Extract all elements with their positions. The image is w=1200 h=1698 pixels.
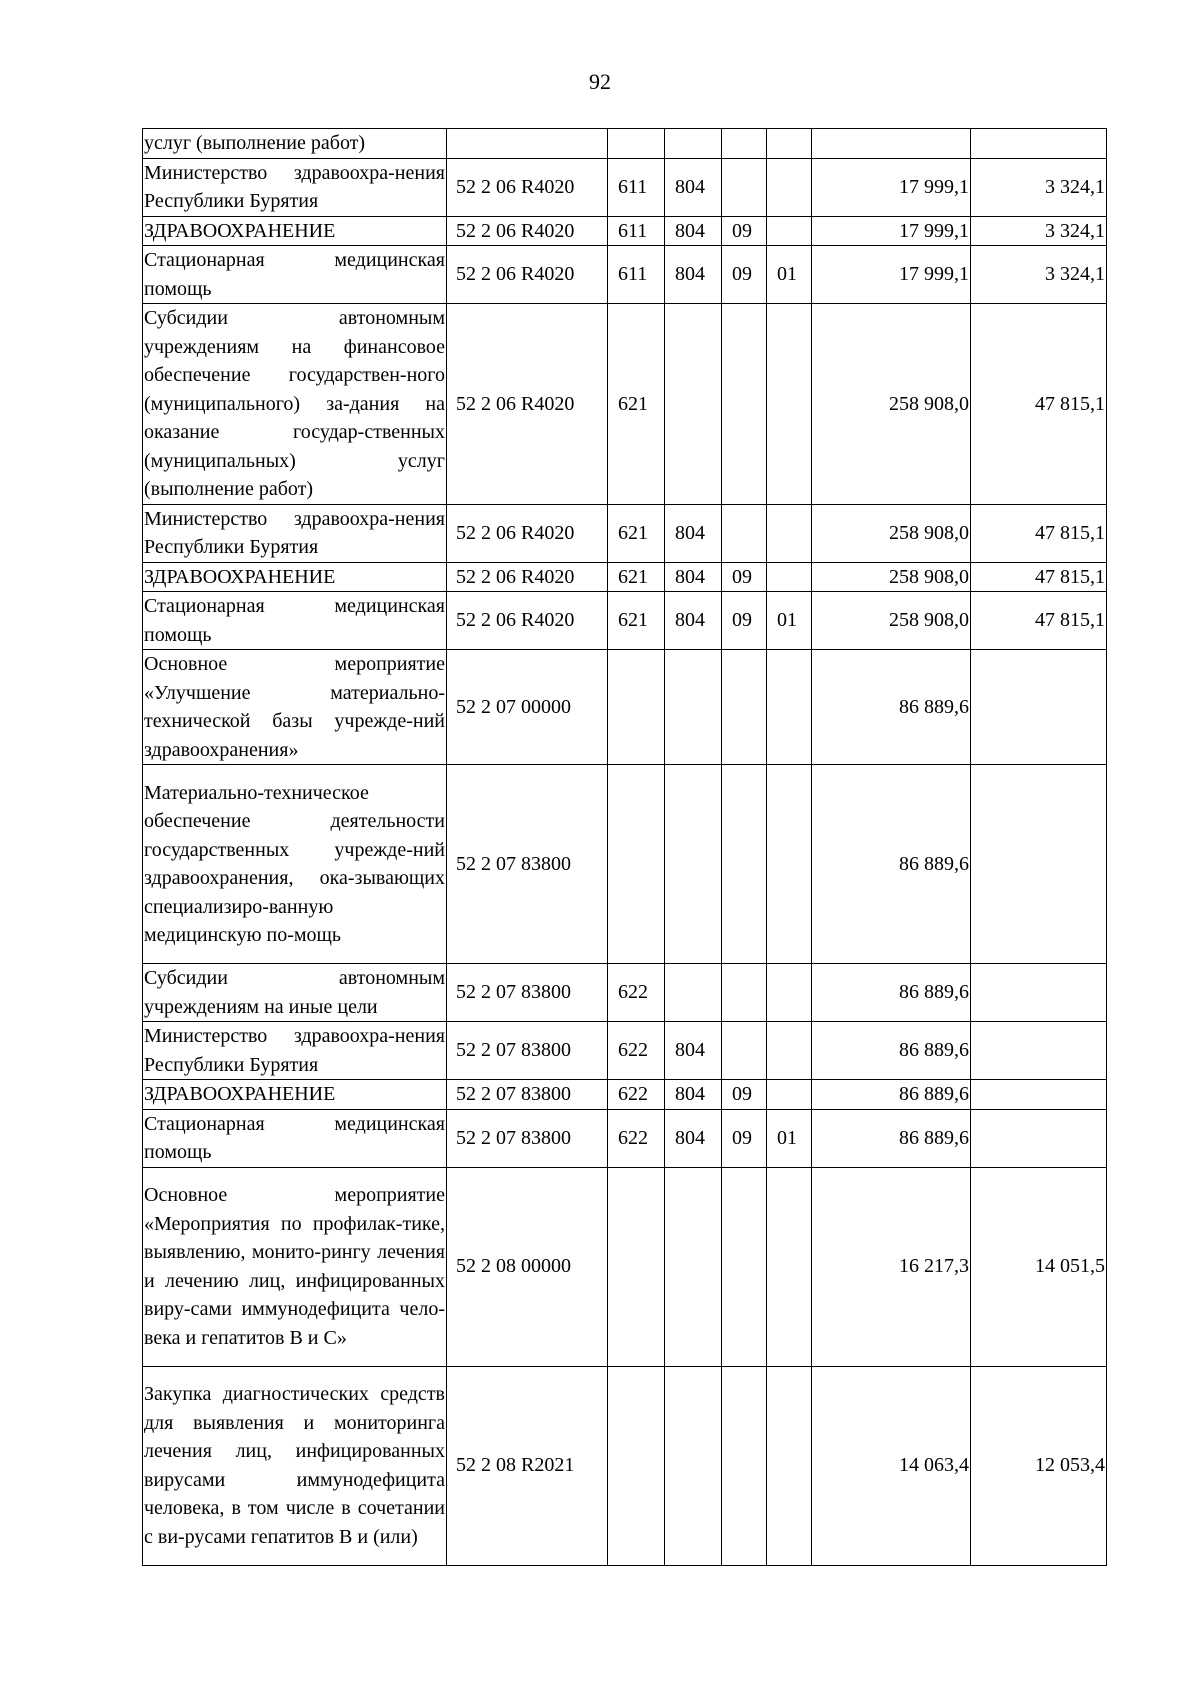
row-vr: 621 [608,562,665,592]
row-pr [767,650,812,765]
row-pr: 01 [767,246,812,304]
row-name: Основное мероприятие «Мероприятия по профилак-тике, выявлению, монито-рингу лечения и лечению лиц, инфицированных виру-сами иммунодефицита чело-века и гепатитов B и C» [143,1167,447,1366]
row-rz: 09 [722,216,767,246]
table-row [143,158,1107,216]
row-vr [608,129,665,159]
row-pr [767,964,812,1022]
row-ved: 804 [665,562,722,592]
row-rz: 09 [722,562,767,592]
row-ved [665,650,722,765]
row-pr [767,765,812,964]
row-code: 52 2 07 83800 [447,765,608,964]
row-pr: 01 [767,1109,812,1167]
row-sum-1: 86 889,6 [812,1080,971,1110]
row-name: услуг (выполнение работ) [143,129,447,159]
row-vr: 611 [608,246,665,304]
row-sum-2: 47 815,1 [971,504,1107,562]
row-sum-2 [971,129,1107,159]
table-row [143,246,1107,304]
row-pr [767,1080,812,1110]
row-ved [665,129,722,159]
row-name: Стационарная медицинская помощь [143,1109,447,1167]
row-sum-2 [971,765,1107,964]
row-pr [767,504,812,562]
row-sum-2 [971,964,1107,1022]
row-name: Стационарная медицинская помощь [143,592,447,650]
row-vr: 611 [608,158,665,216]
row-name: Материально-техническое обеспечение деятельности государственных учрежде-ний здравоохранения, ока-зывающих специализиро-ванную медицинскую по-мощь [143,765,447,964]
page-number: 92 [589,69,611,94]
row-code: 52 2 06 R4020 [447,504,608,562]
row-pr [767,216,812,246]
row-sum-2: 3 324,1 [971,158,1107,216]
row-sum-2: 3 324,1 [971,246,1107,304]
row-pr [767,1366,812,1565]
row-ved: 804 [665,216,722,246]
row-sum-2 [971,650,1107,765]
row-name: ЗДРАВООХРАНЕНИЕ [143,562,447,592]
row-ved: 804 [665,1080,722,1110]
table-row [143,129,1107,159]
row-vr [608,765,665,964]
row-ved: 804 [665,504,722,562]
row-rz [722,1167,767,1366]
row-sum-1: 14 063,4 [812,1366,971,1565]
row-name: Закупка диагностических средств для выявления и мониторинга лечения лиц, инфицированных вирусами иммунодефицита человека, в том числе в сочетании с ви-русами гепатитов B и (или) [143,1366,447,1565]
row-ved [665,1167,722,1366]
row-vr [608,1366,665,1565]
row-sum-2 [971,1080,1107,1110]
row-rz [722,504,767,562]
table-row [143,650,1107,765]
row-code: 52 2 08 00000 [447,1167,608,1366]
row-name: Министерство здравоохра-нения Республики Бурятия [143,1022,447,1080]
row-sum-1: 17 999,1 [812,246,971,304]
row-code: 52 2 07 00000 [447,650,608,765]
table-row [143,1366,1107,1565]
table-row [143,562,1107,592]
row-code: 52 2 06 R4020 [447,304,608,505]
row-vr: 621 [608,504,665,562]
row-code: 52 2 06 R4020 [447,246,608,304]
row-vr [608,1167,665,1366]
row-rz [722,1366,767,1565]
row-name: Основное мероприятие «Улучшение материально-технической базы учрежде-ний здравоохранения» [143,650,447,765]
row-code: 52 2 07 83800 [447,964,608,1022]
row-pr [767,1167,812,1366]
table-row [143,1022,1107,1080]
row-pr [767,158,812,216]
row-sum-1: 86 889,6 [812,964,971,1022]
row-rz: 09 [722,1109,767,1167]
row-sum-2: 12 053,4 [971,1366,1107,1565]
row-sum-1: 86 889,6 [812,765,971,964]
table-row [143,504,1107,562]
row-code: 52 2 06 R4020 [447,592,608,650]
row-code: 52 2 07 83800 [447,1109,608,1167]
row-rz [722,1022,767,1080]
row-name: ЗДРАВООХРАНЕНИЕ [143,216,447,246]
row-ved [665,964,722,1022]
row-code: 52 2 08 R2021 [447,1366,608,1565]
row-ved: 804 [665,1022,722,1080]
table-row [143,304,1107,505]
row-sum-1 [812,129,971,159]
row-pr [767,562,812,592]
row-code: 52 2 06 R4020 [447,216,608,246]
budget-table [142,128,1107,1566]
row-code: 52 2 07 83800 [447,1022,608,1080]
row-ved: 804 [665,158,722,216]
row-vr: 622 [608,1022,665,1080]
row-ved [665,1366,722,1565]
row-pr [767,304,812,505]
table-row [143,964,1107,1022]
row-sum-1: 17 999,1 [812,216,971,246]
row-ved [665,765,722,964]
row-sum-1: 86 889,6 [812,650,971,765]
row-rz: 09 [722,592,767,650]
row-pr [767,1022,812,1080]
row-name: Министерство здравоохра-нения Республики Бурятия [143,158,447,216]
row-sum-1: 258 908,0 [812,562,971,592]
row-ved: 804 [665,1109,722,1167]
table-row [143,1080,1107,1110]
row-rz [722,129,767,159]
table-row [143,765,1107,964]
row-ved: 804 [665,592,722,650]
row-sum-1: 17 999,1 [812,158,971,216]
row-ved [665,304,722,505]
row-sum-2: 47 815,1 [971,304,1107,505]
row-rz [722,158,767,216]
row-rz: 09 [722,246,767,304]
row-vr: 622 [608,1080,665,1110]
table-row [143,592,1107,650]
row-code [447,129,608,159]
row-sum-1: 16 217,3 [812,1167,971,1366]
row-sum-1: 258 908,0 [812,504,971,562]
row-sum-2: 3 324,1 [971,216,1107,246]
row-name: Министерство здравоохра-нения Республики Бурятия [143,504,447,562]
row-sum-1: 86 889,6 [812,1022,971,1080]
row-code: 52 2 07 83800 [447,1080,608,1110]
row-vr: 622 [608,1109,665,1167]
row-vr: 622 [608,964,665,1022]
row-ved: 804 [665,246,722,304]
row-code: 52 2 06 R4020 [447,158,608,216]
row-sum-1: 258 908,0 [812,592,971,650]
row-pr [767,129,812,159]
row-code: 52 2 06 R4020 [447,562,608,592]
row-vr: 621 [608,304,665,505]
row-sum-2: 47 815,1 [971,592,1107,650]
row-sum-2 [971,1022,1107,1080]
row-rz [722,304,767,505]
row-sum-1: 258 908,0 [812,304,971,505]
row-sum-2 [971,1109,1107,1167]
table-row [143,1109,1107,1167]
row-sum-2: 47 815,1 [971,562,1107,592]
row-sum-1: 86 889,6 [812,1109,971,1167]
row-rz [722,765,767,964]
row-vr: 611 [608,216,665,246]
table-row [143,1167,1107,1366]
row-name: Стационарная медицинская помощь [143,246,447,304]
row-pr: 01 [767,592,812,650]
row-rz: 09 [722,1080,767,1110]
row-name: Субсидии автономным учреждениям на финансовое обеспечение государствен-ного (муниципального) за-дания на оказание государ-ственных (муниципальных) услуг (выполнение работ) [143,304,447,505]
row-vr [608,650,665,765]
row-sum-2: 14 051,5 [971,1167,1107,1366]
row-rz [722,964,767,1022]
table-row [143,216,1107,246]
row-vr: 621 [608,592,665,650]
row-rz [722,650,767,765]
row-name: ЗДРАВООХРАНЕНИЕ [143,1080,447,1110]
row-name: Субсидии автономным учреждениям на иные цели [143,964,447,1022]
